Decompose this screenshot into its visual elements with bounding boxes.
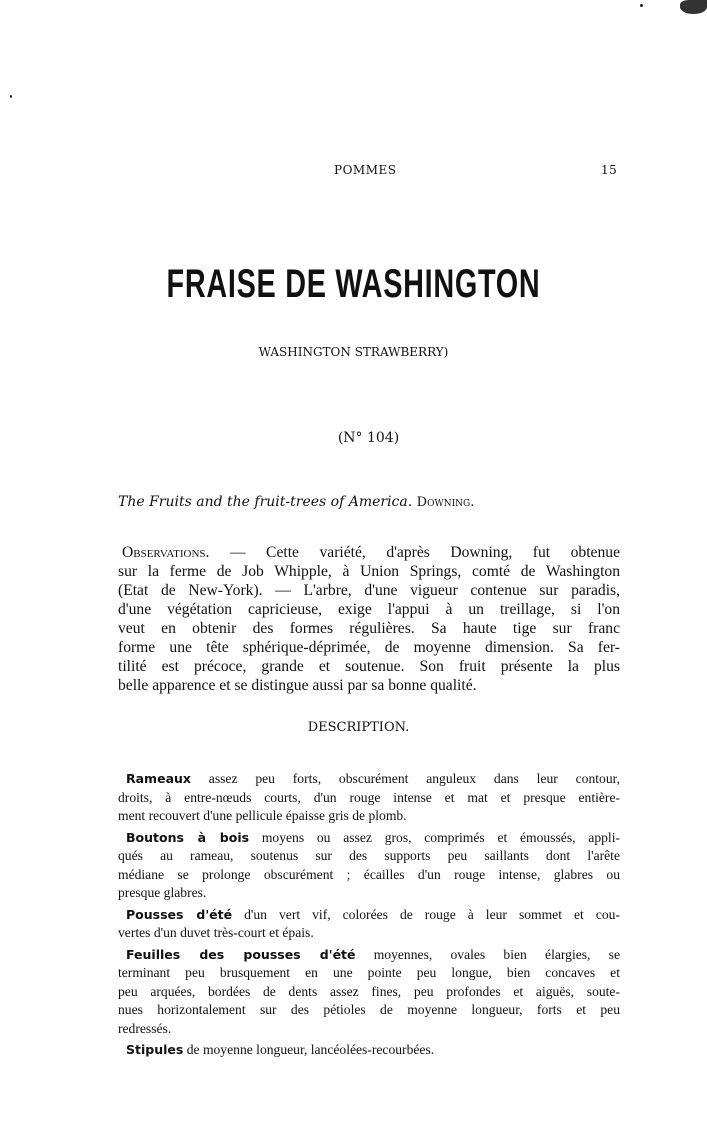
description-line xyxy=(118,829,620,848)
description-line xyxy=(118,1041,620,1060)
description-term: Rameaux xyxy=(126,771,191,786)
description-text: moyennes, ovales bien élargies, se xyxy=(355,946,621,962)
scan-speck xyxy=(640,4,643,7)
running-head-title: POMMES xyxy=(334,163,397,177)
observations-line: (Etat de New-York). — L'arbre, d'une vigueur contenue sur paradis, xyxy=(118,582,620,599)
description-text: moyens ou assez gros, comprimés et émoussés, appli- xyxy=(249,829,620,845)
description-text: d'un vert vif, colorées de rouge à leur sommet et cou- xyxy=(232,906,620,922)
description-term: Feuilles des pousses d'été xyxy=(126,946,356,962)
scan-speck xyxy=(10,95,12,98)
scan-blot xyxy=(680,0,707,14)
description-line: qués au rameau, soutenus sur des supports peu saillants dont l'arête xyxy=(118,848,620,863)
source-citation xyxy=(118,494,474,510)
description-line: nues horizontalement sur des pétioles de moyenne longueur, forts et peu xyxy=(118,1002,620,1017)
description-line: redressés. xyxy=(118,1020,172,1036)
description-item xyxy=(118,906,620,943)
description-item xyxy=(118,770,620,826)
variety-number: (N° 104) xyxy=(337,430,400,446)
description-item xyxy=(118,1041,620,1060)
description-line: médiane se prolonge obscurément ; écailles d'un rouge intense, glabres ou xyxy=(118,866,620,882)
description-term: Boutons à bois xyxy=(126,829,250,845)
description-line: terminant peu brusquement en une pointe peu longue, bien concaves et xyxy=(118,965,620,980)
observations-line xyxy=(118,543,620,562)
description-term: Pousses d'été xyxy=(126,906,233,922)
description-item xyxy=(118,946,620,1039)
observations-line: d'une végétation capricieuse, exige l'appui à un treillage, si l'on xyxy=(118,601,620,618)
observations-line: veut en obtenir des formes régulières. Sa haute tige sur franc xyxy=(118,620,620,637)
page-title: FRAISE DE WASHINGTON xyxy=(166,262,541,306)
description-line: peu arquées, bordées de dents assez fines, peu profondes et aiguës, soute- xyxy=(118,983,620,999)
observations-line: belle apparence et se distingue aussi par sa bonne qualité. xyxy=(118,677,477,694)
description-line: vertes d'un duvet très-court et épais. xyxy=(118,925,314,940)
description-item xyxy=(118,829,620,903)
page-number: 15 xyxy=(601,163,618,177)
description-line xyxy=(118,770,620,789)
description-line xyxy=(118,906,620,925)
observations-line: forme une tête sphérique-déprimée, de moyenne dimension. Sa fer- xyxy=(118,639,620,656)
observations-label: Observations. xyxy=(122,544,210,561)
description-heading: DESCRIPTION. xyxy=(307,720,410,735)
description-section xyxy=(118,770,620,1063)
observations-line: sur la ferme de Job Whipple, à Union Springs, comté de Washington xyxy=(118,563,620,580)
description-line: droits, à entre-nœuds courts, d'un rouge intense et mat et presque entière- xyxy=(118,789,620,805)
description-text: assez peu forts, obscurément anguleux dans leur contour, xyxy=(190,771,620,786)
observations-line: tilité est précoce, grande et soutenue. Son fruit présente la plus xyxy=(118,658,620,675)
description-text: de moyenne longueur, lancéolées-recourbées. xyxy=(183,1042,435,1057)
source-title: The Fruits and the fruit-trees of America. xyxy=(118,494,413,510)
observations-paragraph xyxy=(118,543,620,695)
description-line: ment recouvert d'une pellicule épaisse gris de plomb. xyxy=(118,808,407,823)
observations-text: — Cette variété, d'après Downing, fut obtenue xyxy=(209,544,620,561)
description-line xyxy=(118,946,620,965)
description-term: Stipules xyxy=(126,1042,184,1057)
subtitle: WASHINGTON STRAWBERRY) xyxy=(258,345,449,359)
description-line: presque glabres. xyxy=(118,885,207,900)
source-author: Downing. xyxy=(416,495,475,510)
